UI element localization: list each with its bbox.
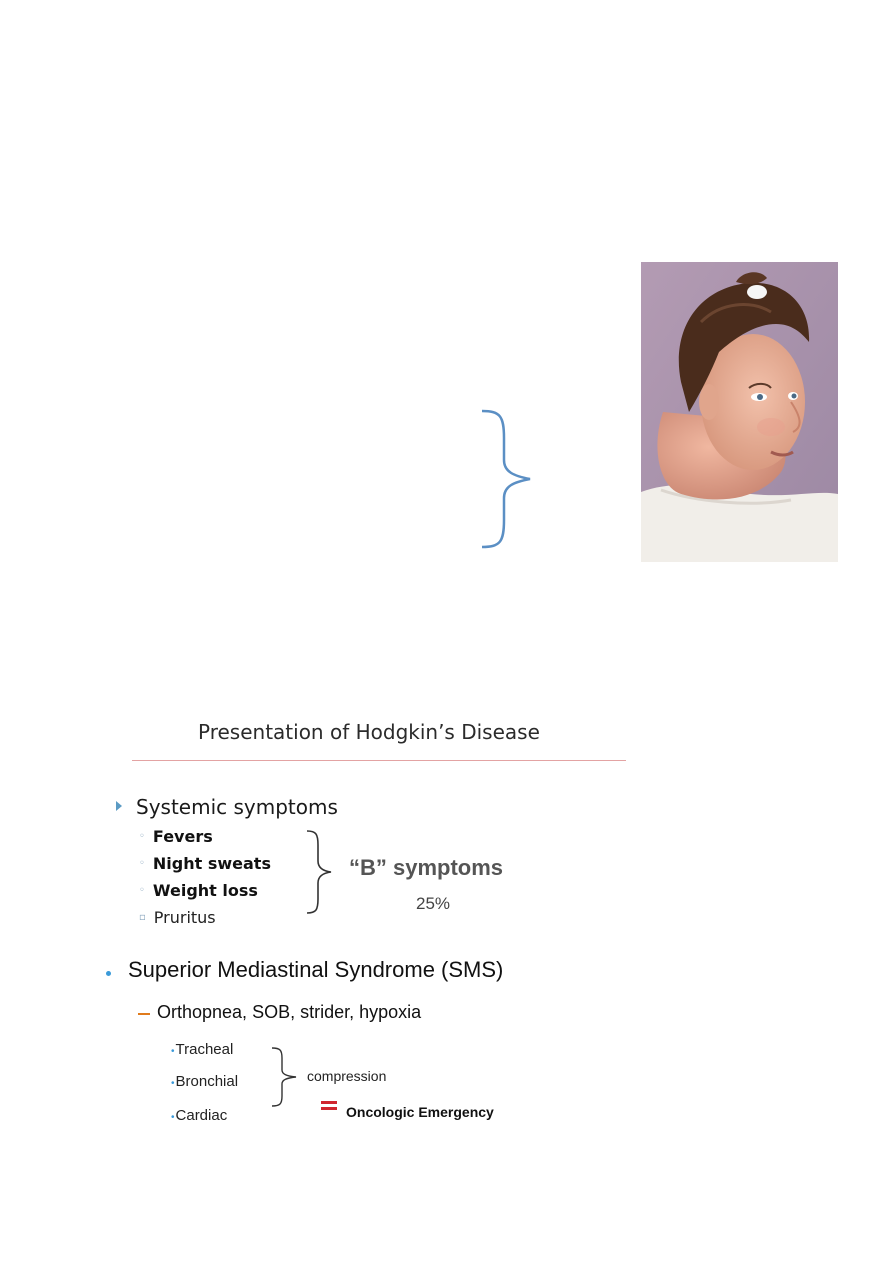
symptom-item-night-sweats: ◦ Night sweats: [139, 854, 271, 873]
sms-heading: Superior Mediastinal Syndrome (SMS): [128, 957, 504, 982]
circle-bullet-icon: ◦: [139, 831, 145, 842]
dot-bullet-icon: •: [171, 1078, 175, 1089]
dash-icon: [138, 1013, 150, 1015]
b-symptoms-percent: 25%: [416, 894, 451, 913]
compression-brace: [270, 1046, 300, 1108]
compression-label: compression: [307, 1068, 387, 1084]
dot-bullet-icon: [106, 971, 111, 976]
triangle-bullet-icon: [116, 801, 122, 811]
symptom-item-fevers: ◦ Fevers: [139, 827, 213, 846]
compression-item-bronchial: •Bronchial: [171, 1073, 239, 1090]
systemic-symptoms-heading: Systemic symptoms: [136, 795, 338, 819]
dot-bullet-icon: •: [171, 1046, 175, 1057]
sms-subpoint: Orthopnea, SOB, strider, hypoxia: [157, 1002, 422, 1022]
slide-title: Presentation of Hodgkin’s Disease: [198, 720, 540, 744]
title-divider: [132, 760, 626, 761]
oncologic-emergency-label: Oncologic Emergency: [346, 1104, 494, 1120]
patient-photo: [641, 262, 838, 562]
circle-bullet-icon: ◦: [139, 858, 145, 869]
symptom-item-pruritus: ▫ Pruritus: [139, 908, 216, 927]
compression-item-tracheal: •Tracheal: [171, 1041, 234, 1058]
circle-bullet-icon: ◦: [139, 885, 145, 896]
b-symptoms-brace: [305, 829, 333, 915]
dot-bullet-icon: •: [171, 1112, 175, 1123]
symptom-item-weight-loss: ◦ Weight loss: [139, 881, 258, 900]
large-curly-brace: [478, 408, 534, 550]
b-symptoms-label: “B” symptoms: [349, 855, 504, 880]
compression-item-cardiac: •Cardiac: [171, 1107, 228, 1124]
equals-icon: [320, 1100, 338, 1112]
square-bullet-icon: ▫: [139, 912, 146, 923]
